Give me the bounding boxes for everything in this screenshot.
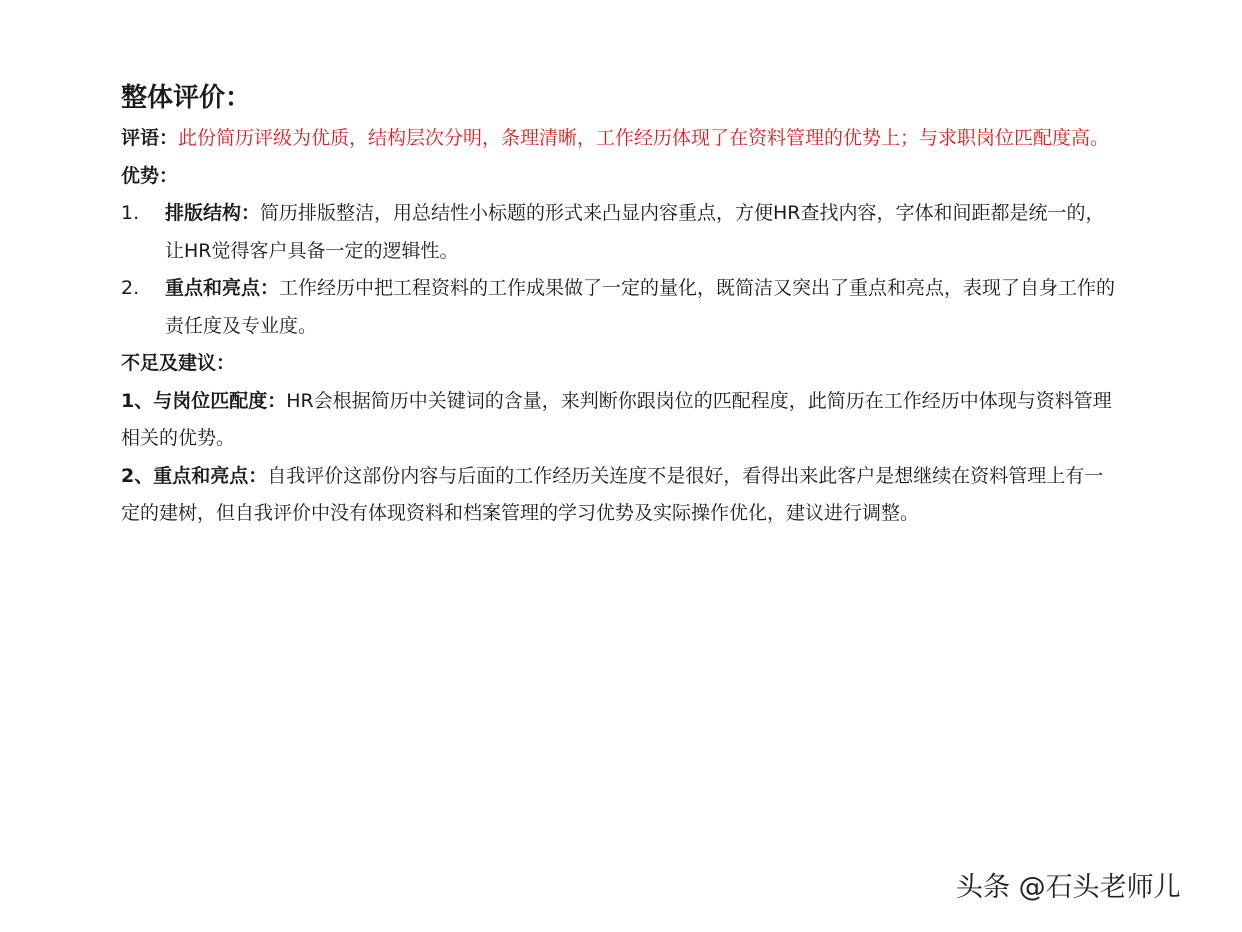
comment-paragraph [121,120,1121,158]
watermark: 头条 @石头老师儿 [956,872,1181,903]
advantage-item-number: 1. [121,202,140,224]
suggestion-item-1 [121,383,1121,458]
comment-text: 此份简历评级为优质，结构层次分明，条理清晰，工作经历体现了在资料管理的优势上；与求职岗位匹配度高。 [178,127,1110,149]
advantages-heading: 优势： [121,164,179,187]
advantage-item-text: 简历排版整洁，用总结性小标题的形式来凸显内容重点，方便HR查找内容，字体和间距都是统一的，让HR觉得客户具备一定的逻辑性。 [165,202,1105,262]
advantage-item-label: 重点和亮点： [165,277,280,299]
advantage-item-1 [121,195,1121,270]
advantage-item-number: 2. [121,277,140,299]
suggestion-item-text: 自我评价这部份内容与后面的工作经历关连度不是很好，看得出来此客户是想继续在资料管理上有一定的建树，但自我评价中没有体现资料和档案管理的学习优势及实际操作优化，建议进行调整。 [121,464,1104,524]
advantage-item-text: 工作经历中把工程资料的工作成果做了一定的量化，既简洁又突出了重点和亮点，表现了自身工作的责任度及专业度。 [165,277,1116,337]
document-body [121,78,1121,533]
suggestions-heading: 不足及建议： [121,352,236,374]
advantage-item-2 [121,270,1121,345]
suggestion-item-2 [121,458,1121,533]
comment-label: 评语： [121,127,179,149]
advantage-item-label: 排版结构： [165,202,261,224]
suggestion-item-label: 1、与岗位匹配度： [121,389,287,412]
suggestion-item-text: HR会根据简历中关键词的含量，来判断你跟岗位的匹配程度，此简历在工作经历中体现与资料管理相关的优势。 [121,389,1112,449]
page-title: 整体评价： [121,83,252,113]
suggestion-item-label: 2、重点和亮点： [121,464,268,487]
